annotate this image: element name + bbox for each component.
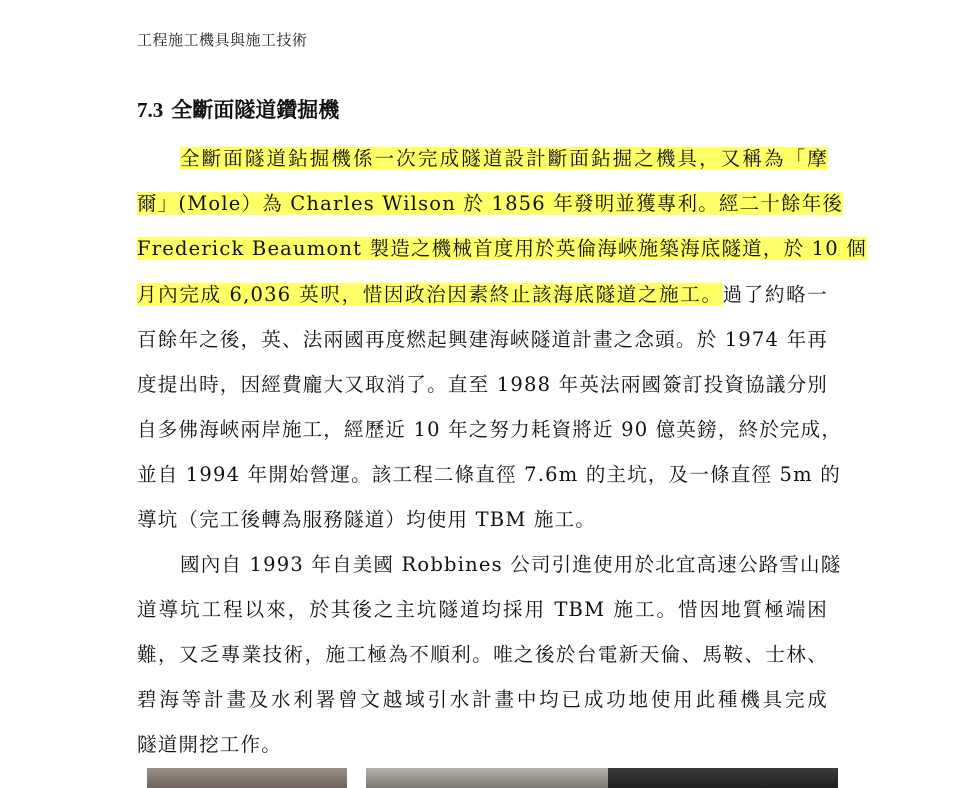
paragraph-1-line-7: 自多佛海峽兩岸施工，經歷近 10 年之努力耗資將近 90 億英鎊，終於完成，	[137, 418, 843, 441]
tbm-photo-1	[147, 768, 347, 788]
section-heading	[137, 94, 339, 124]
paragraph-1-line-8: 並自 1994 年開始營運。該工程二條直徑 7.6m 的主坑，及一條直徑 5m 的	[137, 463, 841, 486]
paragraph-1-line-9: 導坑（完工後轉為服務隧道）均使用 TBM 施工。	[137, 508, 596, 531]
paragraph-2-line-2: 道導坑工程以來，於其後之主坑隧道均採用 TBM 施工。惜因地質極端困	[137, 598, 828, 621]
running-header: 工程施工機具與施工技術	[137, 31, 308, 49]
paragraph-1-line-4	[137, 281, 828, 309]
highlighted-text: Frederick Beaumont 製造之機械首度用於英倫海峽施築海底隧道，於 10 個	[137, 237, 867, 260]
paragraph-2-line-3: 難，又乏專業技術，施工極為不順利。唯之後於台電新天倫、馬鞍、士林、	[137, 643, 828, 666]
highlighted-text: 月內完成 6,036 英呎，惜因政治因素終止該海底隧道之施工。	[137, 283, 723, 306]
paragraph-2-line-4: 碧海等計畫及水利署曾文越域引水計畫中均已成功地使用此種機具完成	[137, 688, 828, 711]
paragraph-1-line-3	[137, 235, 867, 263]
paragraph-2-line-1: 國內自 1993 年自美國 Robbines 公司引進使用於北宜高速公路雪山隧	[180, 553, 842, 576]
section-number: 7.3	[137, 98, 164, 122]
plain-text: 過了約略一	[722, 283, 828, 306]
tbm-photo-3	[608, 768, 838, 788]
paragraph-1-line-5: 百餘年之後，英、法兩國再度燃起興建海峽隧道計畫之念頭。於 1974 年再	[137, 328, 828, 351]
paragraph-1-line-6: 度提出時，因經費龐大又取消了。直至 1988 年英法兩國簽訂投資協議分別	[137, 373, 828, 396]
paragraph-1-line-1	[180, 145, 828, 173]
paragraph-1-line-2	[137, 190, 844, 218]
tbm-photo-2	[366, 768, 608, 788]
paragraph-2-line-5: 隧道開挖工作。	[137, 733, 282, 756]
section-title: 全斷面隧道鑽掘機	[171, 97, 340, 122]
highlighted-text: 爾」(Mole）為 Charles Wilson 於 1856 年發明並獲專利。經二十餘年後	[137, 192, 844, 215]
highlighted-text: 全斷面隧道鉆掘機係一次完成隧道設計斷面鉆掘之機具，又稱為「摩	[180, 147, 828, 170]
